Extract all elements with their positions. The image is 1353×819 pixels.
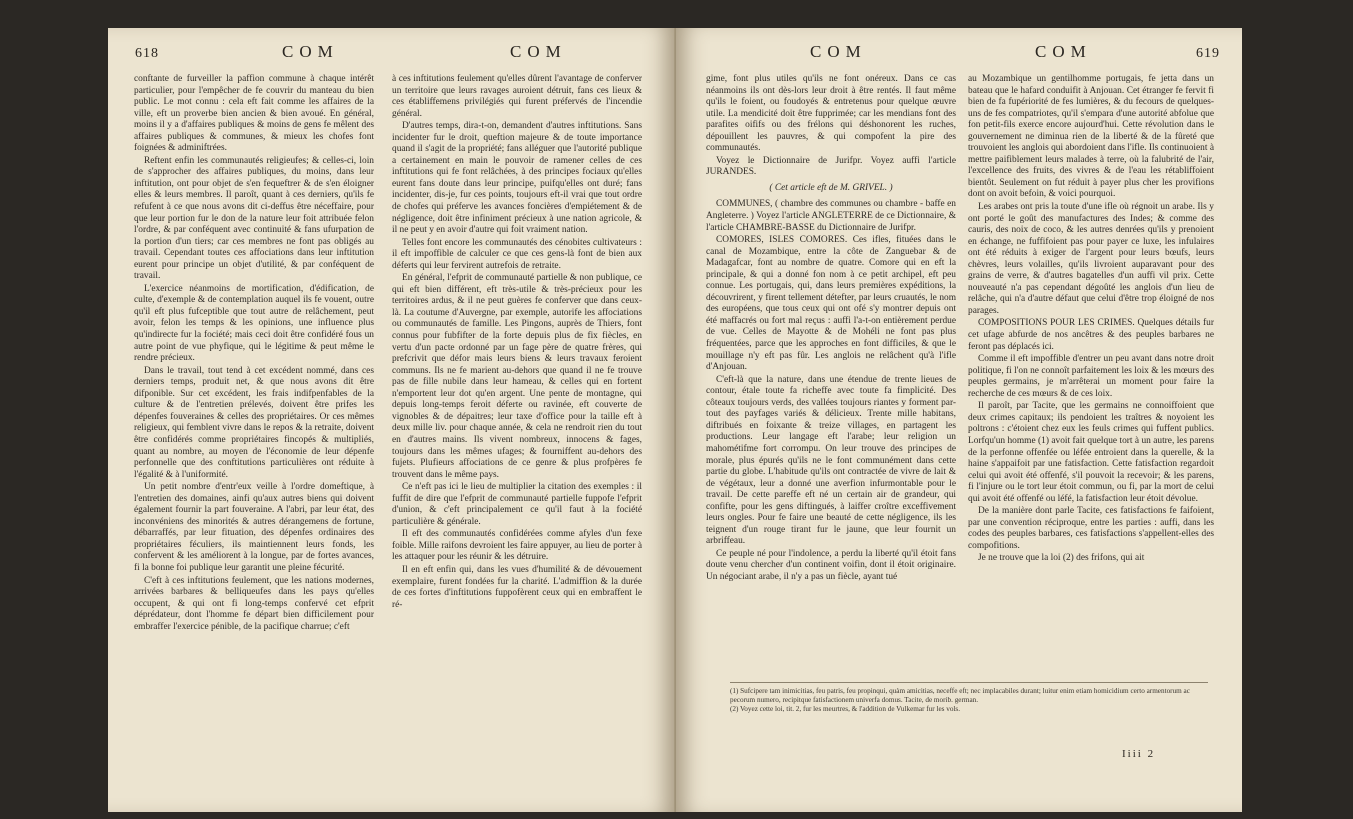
paragraph: En général, l'efprit de communauté partielle & non publique, ce qui eft bien différent, eft très-utile & très-précieux pour les territoires ardus, & il ne peut guères fe conferver que dans ceux-là. La coutume d'Auvergne, par exemple, autorife les affociations ou communautés de famille. Les Pingons, auprès de Thiers, font connus pour fubfifter de la forte depuis plus de fix fiècles, en vertu d'un pacte ordonné par un fage père de quatre frères, qui prefcrivit que défor mais leurs biens & leurs travaux feroient communs. Ils ne fe marient au-dehors que quand il ne fe trouve pas de fille nubile dans leur hameau, & celles qui en fortent n'emportent leur dot qu'en argent. Une pente de montagne, qui depuis long-temps feroit déferte ou ravinée, eft couverte de vignobles & de dépaitres; leur taxe d'office pour la taille eft à deux mille liv. pour chaque année, & cela ne rendroit rien du tout en d'autres mains. Ils vivent nombreux, innocens & fages, toujours dans les mêmes ufages; & fourniffent au-dehors des fujets. Plufieurs affociations de ce genre & plus profpères fe trouvent dans le même pays. xyxy=(392,273,642,480)
signature-mark: Iiii 2 xyxy=(1122,748,1156,760)
paragraph: conftante de furveiller la paffion commune à chaque intérêt particulier, pour l'empêcher de fe couvrir du manteau du bien public. Le mot connu : cela eft fait comme les affaires de la ville, eft un proverbe bien ancien & bien avoué. En général, moins il y a d'affaires publiques & moins de gens fe mêlent des affaires publiques & communes, & mieux les chofes font foignées & adminiftrées. xyxy=(134,74,374,154)
paragraph: Ce peuple né pour l'indolence, a perdu la liberté qu'il étoit fans doute venu chercher d'un continent voifin, dont il étoit originaire. Un négociant arabe, il n'y a pas un fiècle, ayant tué xyxy=(706,548,956,582)
footnote: (2) Voyez cette loi, tit. 2, fur les meurtres, & l'addition de Vulkemar fur les vols. xyxy=(730,705,961,713)
paragraph: Ce n'eft pas ici le lieu de multiplier la citation des exemples : il fuffit de dire que l'efprit de communauté partielle fuppofe l'efprit d'union, & c'eft principalement ce qu'il faut à la fociété particulière & générale. xyxy=(392,482,642,527)
paragraph: Un petit nombre d'entr'eux veille à l'ordre domeftique, à l'entretien des domaines, ainfi qu'aux autres biens qui doivent également fournir la part fouveraine. A l'abri, par leur état, des inconvéniens des minorités & autres dérangemens de fortune, débarraffés, par leur fituation, des dépenfes ordinaires des propriétaires féculiers, ils maintiennent leurs fonds, les confervent & les améliorent à la longue, par de fortes avances, fi la bonne foi publique leur garantit une pleine fécurité. xyxy=(134,482,374,573)
paragraph: COMPOSITIONS POUR LES CRIMES. Quelques détails fur cet ufage abfurde de nos ancêtres & des peuples barbares ne feront pas déplacés ici. xyxy=(968,318,1214,352)
footnotes xyxy=(730,682,1208,714)
paragraph: Comme il eft impoffible d'entrer un peu avant dans notre droit politique, fi l'on ne connoît parfaitement les loix & les mœurs des peuples germains, je m'arrêterai un moment pour faire la recherche de ces mœurs & de ces loix. xyxy=(968,354,1214,399)
right-column-2 xyxy=(968,74,1214,566)
paragraph: Je ne trouve que la loi (2) des frifons, qui ait xyxy=(978,553,1145,564)
right-running-head-2: COM xyxy=(1035,42,1092,61)
left-running-head-2: COM xyxy=(510,42,567,61)
paragraph: Il en eft enfin qui, dans les vues d'humilité & de dévouement exemplaire, furent fondées fur la charité. L'admiffion & la durée de ces fortes d'inftitutions fuppofèrent ceux qui en embraffent le ré- xyxy=(392,564,642,610)
paragraph: Reftent enfin les communautés religieufes; & celles-ci, loin de s'approcher des affaires publiques, du moins, dans leur inftitution, ont pour objet de s'en fequeftrer & de s'en éloigner elles & leurs membres. Il paroît, quant à ces derniers, qu'ils fe refufent à ce que nous avons dit ci-deffus être néceffaire, pour que leur portion fur le don de la nature leur foit attribuée felon l'ordre, & par conféquent avec continuité & fans ufurpation de la portion d'un tiers; car ces membres ne font pas obligés au travail. Cependant toutes ces affociations dans leur inftitution eurent pour principe un objet d'utilité, & par conféquent de travail. xyxy=(134,155,374,282)
paragraph: Telles font encore les communautés des cénobites cultivateurs : il eft impoffible de calculer ce que ces gens-là font de bien aux déferts qui leur fervirent autrefois de retraite. xyxy=(392,237,642,271)
paragraph: Dans le travail, tout tend à cet excédent nommé, dans ces derniers temps, produit net, & que nous avons dit être difponible. Sur cet excédent, les frais indifpenfables de la culture & de l'entretien prélevés, doivent être prifes les dépenfes fouveraines & celles des propriétaires. Or ces mêmes religieux, qui femblent vivre dans le repos & la retraite, doivent être confidérés comme propriétaires fincopés & multipliés, quant au nombre, au moyen de l'économie de leur dépenfe perfonnelle que des conftitutions particulières ont réduite à l'égalité & à l'uniformité. xyxy=(134,365,374,480)
paragraph: Il paroît, par Tacite, que les germains ne connoiffoient que deux crimes capitaux; ils pendoient les traîtres & noyoient les poltrons : c'étoient chez eux les feuls crimes qui fuffent publics. Lorfqu'un homme (1) avoit fait quelque tort à un autre, les parens de la perfonne offenfée ou léfée entroient dans la querelle, & la haine s'appaifoit par une fatisfaction. Cette fatisfaction regardoit celui qui avoit été offenfé, s'il pouvoit la recevoir; & les parens, fi l'injure ou le tort leur étoit commun, ou fi, par la mort de celui qui avoit été offenfé ou léfé, la fatisfaction leur étoit dévolue. xyxy=(968,401,1214,504)
paragraph: L'exercice néanmoins de mortification, d'édification, de culte, d'exemple & de contemplation auquel ils fe vouent, outre qu'il eft plus fufceptible que tout autre de relâchement, peut avoir, felon les temps & les opinions, une influence plus qu'indirecte fur la fociété; mais ceci doit être confidéré fous un autre point de vue phyfique, qui le légitime & peut même le rendre précieux. xyxy=(134,283,374,364)
paragraph: Voyez le Dictionnaire de Jurifpr. Voyez auffi l'article JURANDES. xyxy=(706,155,956,178)
paragraph: au Mozambique un gentilhomme portugais, fe jetta dans un bateau que le hafard conduifit à Anjouan. Cet étranger fe fervit fi bien de fa fupériorité de fes lumières, & du fecours de quelques-uns de fes compatriotes, qu'il s'empara d'une autorité abfolue que fon petit-fils exerce encore aujourd'hui. Cette révolution dans le gouvernement ne diminua rien de la liberté & de la fûreté que trouvoient les anglois qui abordoient dans l'ifle. Ils continuoient à mettre paifiblement leurs malades à terre, où la falubrité de l'air, l'excellence des fruits, des vivres & de l'eau les rétabliffoient bientôt. Seulement on fut réduit à payer plus cher les provifions dont on avoit befoin, & voici pourquoi. xyxy=(968,74,1214,200)
left-page-number: 618 xyxy=(135,46,159,61)
paragraph: De la manière dont parle Tacite, ces fatisfactions fe faifoient, par une convention réciproque, entre les parties : auffi, dans les codes des peuples barbares, ces fatisfactions s'appellent-elles des compofitions. xyxy=(968,506,1214,551)
left-running-head-1: COM xyxy=(282,42,339,61)
paragraph: Les arabes ont pris la toute d'une ifle où régnoit un arabe. Ils y ont porté le goût des manufactures des Indes; & comme des cauris, des noix de coco, & les autres denrées qu'ils y prenoient en échange, ne fuffifoient pas pour payer ce luxe, les infulaires ont été réduits à exiger de l'argent pour leurs bœufs, leurs chèvres, leurs volailles, qu'ils livroient auparavant pour des grains de verre, & d'autres bagatelles d'un auffi vil prix. Cette nouveauté n'a pas cependant dégoûté les anglois d'un lieu de relâche, qui n'a d'autre défaut que celui d'être trop éloigné de nos parages. xyxy=(968,202,1214,316)
left-column-2 xyxy=(392,74,642,612)
paragraph: COMMUNES, ( chambre des communes ou chambre - baffe en Angleterre. ) Voyez l'article ANGLETERRE de ce Dictionnaire, & l'article CHAMBRE-BASSE du Dictionnaire de Jurifpr. xyxy=(706,199,956,233)
right-page-number: 619 xyxy=(1196,46,1220,61)
paragraph: C'eft-là que la nature, dans une étendue de trente lieues de contour, étale toute fa richeffe avec toute fa fimplicité. Des côteaux toujours verds, des vallées toujours riantes y forment par-tout des payfages variés & délicieux. Trente mille habitans, diftribués en foixante & treize villages, en partagent les productions. Leur langage eft l'arabe; leur religion un mahométifme fort corrompu. On leur trouve des principes de morale, plus épurés qu'ils ne le font communément dans cette partie du globe. L'habitude qu'ils ont contractée de vivre de lait & de végétaux, leur a donné une averfion infurmontable pour le travail. De cette pareffe eft né un certain air de grandeur, qui confifte, pour les gens diftingués, à laiffer croître exceffivement leurs ongles. Pour fe faire une beauté de cette négligence, ils les teignent d'un rouge tirant fur le jaune, que leur fournit un arbriffeau. xyxy=(706,374,956,547)
left-column-1 xyxy=(134,74,374,634)
paragraph: D'autres temps, dira-t-on, demandent d'autres inftitutions. Sans incidenter fur le droit, queftion majeure & de toute importance quand il s'agit de la propriété; fans alléguer que l'autorité publique a certainement en main le pouvoir de ramener celles de ces inftitutions qui fe font relâchées, à des principes fociaux qu'elles eurent fans doute dans leur principe, puifqu'elles ont duré; fans incidenter, dis-je, fur ces points, toujours eft-il vrai que tout ordre de chofes qui préferve les avances foncières d'empiétement & de négligence, doit être infiniment précieux à une nation agricole, & il ne peut y en avoir d'autre qui foit vraiment nation. xyxy=(392,121,642,236)
right-column-1 xyxy=(706,74,956,585)
paragraph: COMORES, ISLES COMORES. Ces ifles, fituées dans le canal de Mozambique, entre la côte de Zanguebar & de Madagafcar, font au nombre de quatre. Comore qui en eft la principale, & qui a donné fon nom à ce petit archipel, eft peu connue. Les portugais, qui, dans leurs premières expéditions, la découvrirent, y firent tellement détefter, par leurs cruautés, le nom des européens, que tous ceux qui ont ofé s'y montrer depuis ont été maffacrés ou fort mal reçus : auffi l'a-t-on entièrement perdue de vue. Celles de Mayotte & de Mohéli ne font pas plus fréquentées, parce que les approches en font difficiles, & que le mouillage n'y eft pas fûr. Les anglois ne relâchent qu'à l'ifle d'Anjouan. xyxy=(706,235,956,373)
footnote: (1) Sufcipere tam inimicitias, feu patris, feu propinqui, quàm amicitias, neceffe eft; nec implacabiles durant; luitur enim etiam homicidium certo armentorum ac pecorum numero, recipitque fatisfactionem univerfa domus. Tacite, de morib. german. xyxy=(730,687,1190,704)
attribution-line: ( Cet article eft de M. GRIVEL. ) xyxy=(769,182,893,193)
paragraph: à ces inftitutions feulement qu'elles dûrent l'avantage de conferver un territoire que leurs ravages auroient détruit, fans ces lieux & ces établiffemens privilégiés qui furent préfervés de l'incendie général. xyxy=(392,74,642,119)
paragraph: C'eft à ces inftitutions feulement, que les nations modernes, arrivées barbares & belliqueufes dans les pays qu'elles occupent, & qui ont fi long-temps confervé cet efprit déprédateur, dont l'homme fe départ bien difficilement pour embraffer l'exercice pénible, de la pacifique charrue; c'eft xyxy=(134,575,374,632)
paragraph: gime, font plus utiles qu'ils ne font onéreux. Dans ce cas néanmoins ils ont dès-lors leur droit à être rentés. Il faut même qu'ils le foient, ou foudoyés & entretenus pour quelque œuvre utile. La mendicité doit être fupprimée; car les mendians font des parafites oififs ou des frélons qui déshonorent les ruches, dépouillent les pauvres, & qui compofent la pire des communautés. xyxy=(706,74,956,154)
paragraph: Il eft des communautés confidérées comme afyles d'un fexe foible. Mille raifons devroient les faire appuyer, au lieu de porter à les attaquer pour les réunir & les détruire. xyxy=(392,529,642,563)
right-running-head-1: COM xyxy=(810,42,867,61)
